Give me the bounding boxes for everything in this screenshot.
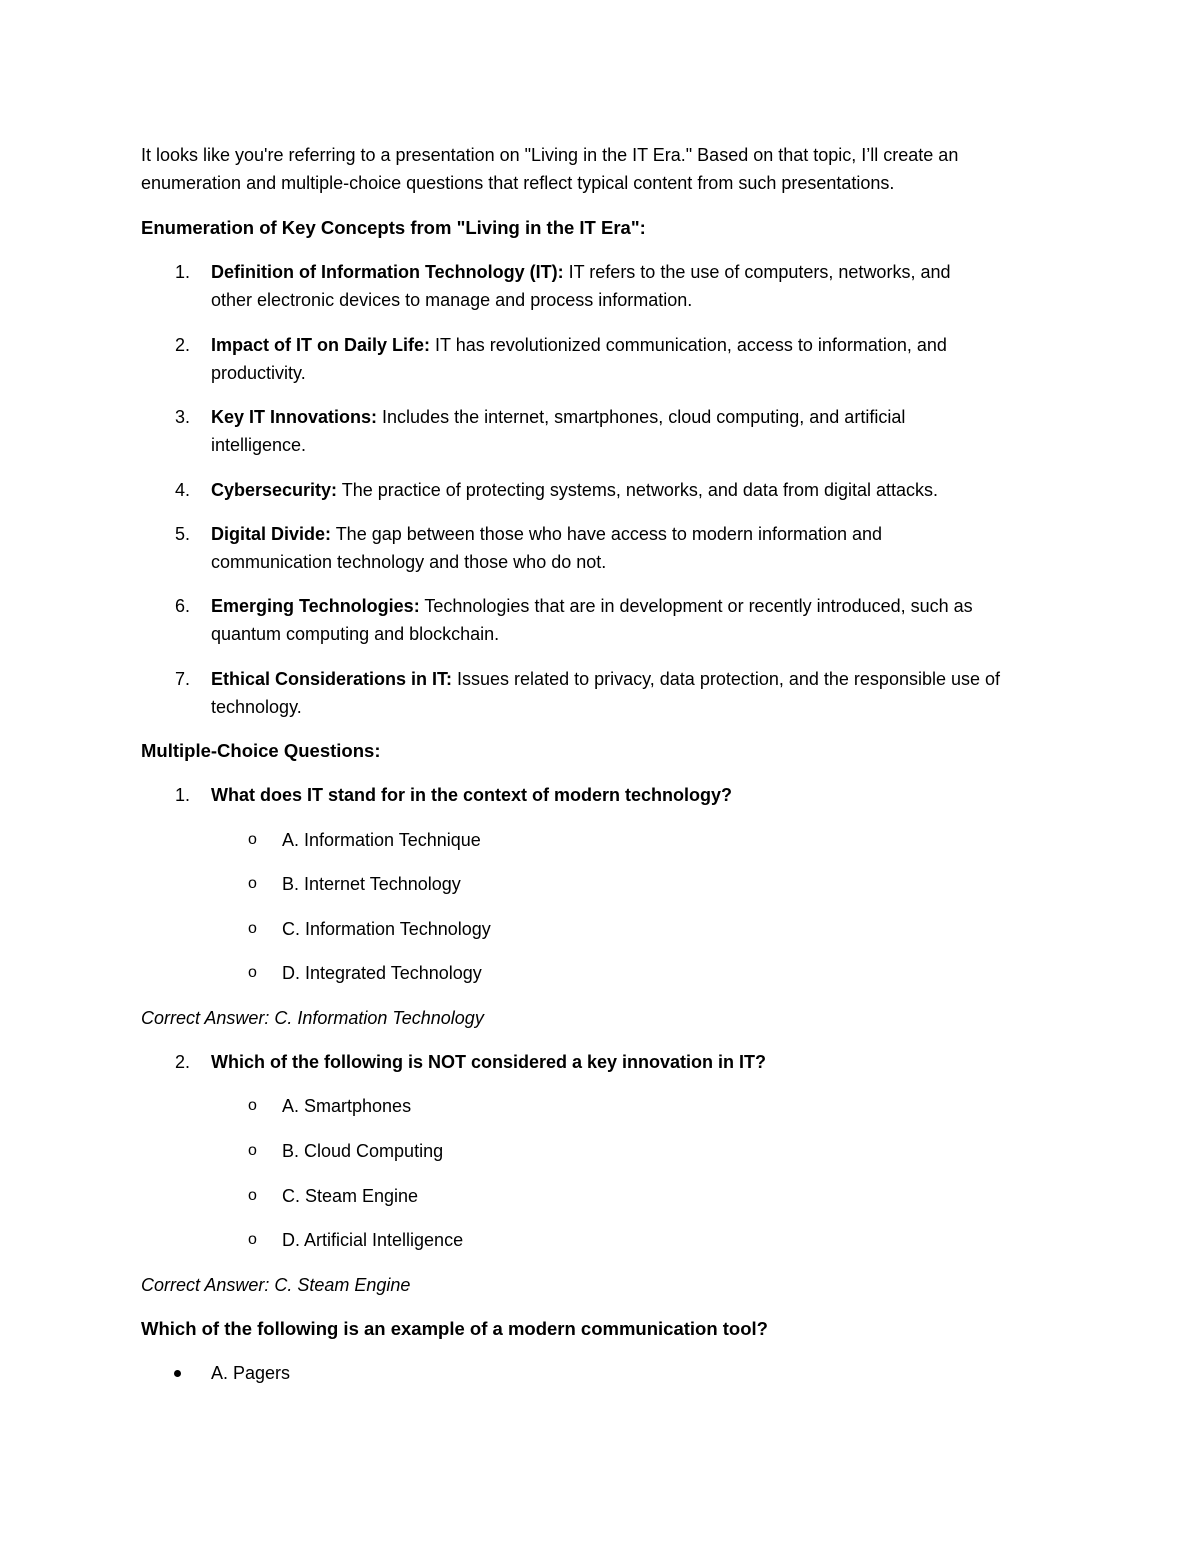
option-text: C. Steam Engine [282, 1186, 419, 1206]
item-term: Emerging Technologies: [211, 596, 420, 616]
item-term: Digital Divide: [211, 524, 332, 544]
item-description-cont: quantum computing and blockchain. [211, 624, 500, 644]
item-description: Includes the internet, smartphones, cloud computing, and artificial [377, 407, 906, 427]
option-text: D. Artificial Intelligence [282, 1230, 464, 1250]
circle-bullet-icon: o [248, 1231, 257, 1248]
intro-line-2: enumeration and multiple-choice questions that reflect typical content from such presentations. [141, 173, 895, 193]
item-term: Impact of IT on Daily Life: [211, 335, 431, 355]
item-term: Definition of Information Technology (IT): [211, 262, 564, 282]
item-number: 4. [175, 480, 191, 500]
circle-bullet-icon: o [248, 875, 257, 892]
option-text: A. Information Technique [282, 830, 481, 850]
circle-bullet-icon: o [248, 920, 257, 937]
item-term: Key IT Innovations: [211, 407, 378, 427]
circle-bullet-icon: o [248, 831, 257, 848]
item-term: Ethical Considerations in IT: [211, 669, 453, 689]
item-description: The practice of protecting systems, networks, and data from digital attacks. [337, 480, 939, 500]
item-number: 5. [175, 524, 191, 544]
item-number: 3. [175, 407, 191, 427]
option-text: C. Information Technology [282, 919, 491, 939]
question-3-text: Which of the following is an example of a modern communication tool? [141, 1318, 768, 1339]
item-description: Technologies that are in development or recently introduced, such as [419, 596, 973, 616]
item-description: The gap between those who have access to modern information and [331, 524, 883, 544]
item-description-cont: productivity. [211, 363, 306, 383]
option-text: B. Cloud Computing [282, 1141, 444, 1161]
item-description-cont: communication technology and those who do not. [211, 552, 607, 572]
item-number: 6. [175, 596, 191, 616]
circle-bullet-icon: o [248, 1187, 257, 1204]
question-number: 2. [175, 1052, 191, 1072]
question-text: Which of the following is NOT considered a key innovation in IT? [211, 1052, 767, 1072]
item-number: 7. [175, 669, 191, 689]
item-term: Cybersecurity: [211, 480, 338, 500]
option-text: D. Integrated Technology [282, 963, 482, 983]
item-number: 1. [175, 262, 191, 282]
item-description-cont: technology. [211, 697, 302, 717]
item-description: IT refers to the use of computers, networks, and [563, 262, 951, 282]
correct-answer: Correct Answer: C. Steam Engine [141, 1275, 411, 1295]
question-number: 1. [175, 785, 191, 805]
item-number: 2. [175, 335, 191, 355]
option-text: A. Pagers [211, 1363, 291, 1383]
question-text: What does IT stand for in the context of modern technology? [211, 785, 733, 805]
item-description: Issues related to privacy, data protection, and the responsible use of [452, 669, 1001, 689]
circle-bullet-icon: o [248, 1142, 257, 1159]
disc-bullet-icon [174, 1370, 181, 1377]
intro-line-1: It looks like you're referring to a presentation on "Living in the IT Era." Based on that topic, I’ll create an [141, 145, 959, 165]
item-description-cont: other electronic devices to manage and process information. [211, 290, 693, 310]
item-description-cont: intelligence. [211, 435, 307, 455]
circle-bullet-icon: o [248, 1097, 257, 1114]
circle-bullet-icon: o [248, 964, 257, 981]
option-text: B. Internet Technology [282, 874, 461, 894]
option-text: A. Smartphones [282, 1096, 412, 1116]
mcq-heading: Multiple-Choice Questions: [141, 740, 381, 761]
item-description: IT has revolutionized communication, access to information, and [430, 335, 947, 355]
correct-answer: Correct Answer: C. Information Technology [141, 1008, 484, 1028]
enumeration-heading: Enumeration of Key Concepts from "Living in the IT Era": [141, 217, 646, 238]
